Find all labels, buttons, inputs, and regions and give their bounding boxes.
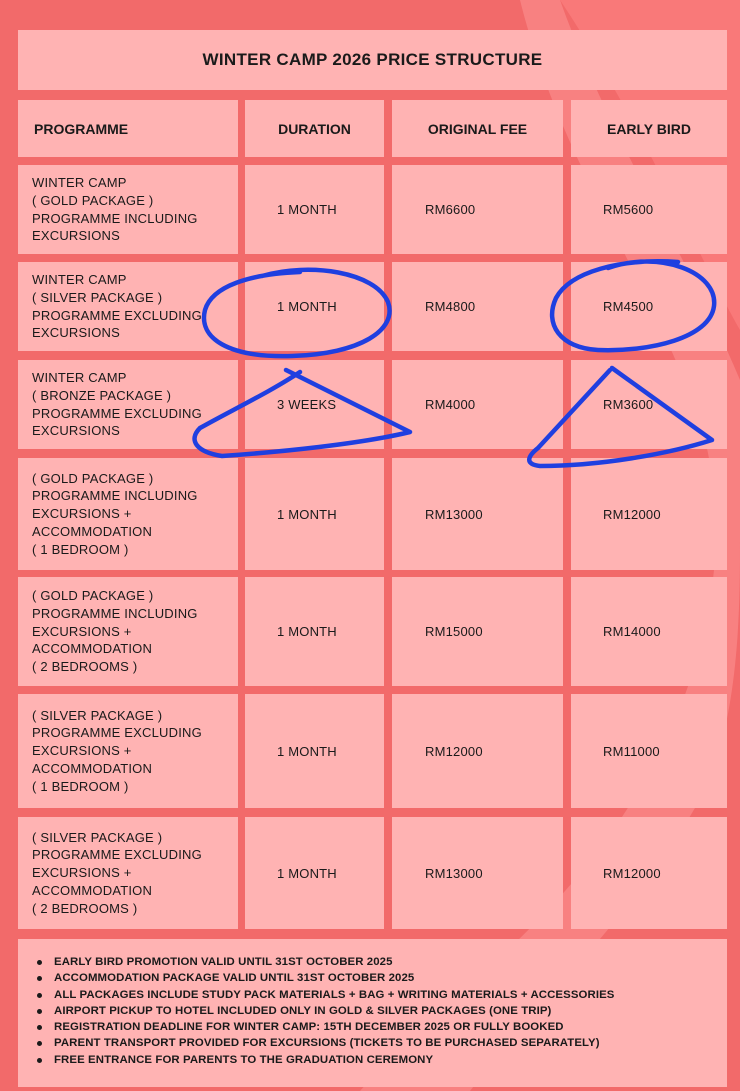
table-cell-original-fee: RM13000	[392, 817, 563, 929]
table-cell-programme	[18, 458, 238, 570]
notes-box	[18, 939, 727, 1087]
header-early-bird: EARLY BIRD	[571, 100, 727, 157]
programme-line: ( GOLD PACKAGE )	[32, 192, 154, 208]
programme-line: ( GOLD PACKAGE )	[32, 588, 154, 604]
table-cell-original-fee: RM4800	[392, 262, 563, 351]
programme-line: EXCURSIONS	[32, 423, 120, 439]
programme-line: ( 2 BEDROOMS )	[32, 900, 138, 916]
table-cell-early-bird: RM12000	[571, 817, 727, 929]
table-cell-duration: 1 MONTH	[245, 817, 384, 929]
programme-line: EXCURSIONS	[32, 228, 120, 244]
table-cell-original-fee: RM12000	[392, 694, 563, 808]
programme-line: EXCURSIONS +	[32, 506, 132, 522]
note-item: ALL PACKAGES INCLUDE STUDY PACK MATERIALS + BAG + WRITING MATERIALS + ACCESSORIES	[54, 987, 727, 1003]
programme-line: WINTER CAMP	[32, 175, 127, 191]
page-title: WINTER CAMP 2026 PRICE STRUCTURE	[18, 30, 727, 90]
programme-line: ( 2 BEDROOMS )	[32, 659, 138, 675]
programme-line: ( SILVER PACKAGE )	[32, 707, 163, 723]
header-original-fee: ORIGINAL FEE	[392, 100, 563, 157]
programme-line: PROGRAMME EXCLUDING	[32, 725, 202, 741]
programme-line: EXCURSIONS	[32, 325, 120, 341]
table-cell-original-fee: RM6600	[392, 165, 563, 254]
programme-line: ( SILVER PACKAGE )	[32, 289, 163, 305]
programme-line: ACCOMMODATION	[32, 882, 153, 898]
table-cell-programme	[18, 694, 238, 808]
programme-line: ACCOMMODATION	[32, 760, 153, 776]
table-cell-early-bird: RM14000	[571, 577, 727, 686]
programme-line: PROGRAMME INCLUDING	[32, 605, 198, 621]
header-programme: PROGRAMME	[18, 100, 238, 157]
table-cell-programme	[18, 817, 238, 929]
table-cell-original-fee: RM15000	[392, 577, 563, 686]
table-cell-original-fee: RM13000	[392, 458, 563, 570]
programme-line: PROGRAMME INCLUDING	[32, 210, 198, 226]
programme-line: WINTER CAMP	[32, 370, 127, 386]
programme-line: ( 1 BEDROOM )	[32, 541, 129, 557]
programme-line: EXCURSIONS +	[32, 623, 132, 639]
notes-list	[54, 954, 727, 1068]
table-cell-programme	[18, 360, 238, 449]
note-item: FREE ENTRANCE FOR PARENTS TO THE GRADUATION CEREMONY	[54, 1052, 727, 1068]
table-cell-early-bird: RM12000	[571, 458, 727, 570]
table-cell-duration: 3 WEEKS	[245, 360, 384, 449]
programme-line: EXCURSIONS +	[32, 743, 132, 759]
programme-line: WINTER CAMP	[32, 272, 127, 288]
table-cell-duration: 1 MONTH	[245, 577, 384, 686]
table-cell-programme	[18, 577, 238, 686]
programme-line: PROGRAMME INCLUDING	[32, 488, 198, 504]
programme-line: ( 1 BEDROOM )	[32, 778, 129, 794]
note-item: REGISTRATION DEADLINE FOR WINTER CAMP: 15TH DECEMBER 2025 OR FULLY BOOKED	[54, 1019, 727, 1035]
programme-line: ( GOLD PACKAGE )	[32, 470, 154, 486]
table-cell-programme	[18, 165, 238, 254]
table-cell-early-bird: RM11000	[571, 694, 727, 808]
table-cell-original-fee: RM4000	[392, 360, 563, 449]
table-cell-duration: 1 MONTH	[245, 694, 384, 808]
note-item: ACCOMMODATION PACKAGE VALID UNTIL 31ST OCTOBER 2025	[54, 970, 727, 986]
table-cell-early-bird: RM4500	[571, 262, 727, 351]
note-item: PARENT TRANSPORT PROVIDED FOR EXCURSIONS (TICKETS TO BE PURCHASED SEPARATELY)	[54, 1035, 727, 1051]
note-item: AIRPORT PICKUP TO HOTEL INCLUDED ONLY IN GOLD & SILVER PACKAGES (ONE TRIP)	[54, 1003, 727, 1019]
programme-line: PROGRAMME EXCLUDING	[32, 307, 202, 323]
programme-line: PROGRAMME EXCLUDING	[32, 847, 202, 863]
programme-line: PROGRAMME EXCLUDING	[32, 405, 202, 421]
table-cell-programme	[18, 262, 238, 351]
table-cell-duration: 1 MONTH	[245, 458, 384, 570]
note-item: EARLY BIRD PROMOTION VALID UNTIL 31ST OCTOBER 2025	[54, 954, 727, 970]
programme-line: ACCOMMODATION	[32, 523, 153, 539]
programme-line: EXCURSIONS +	[32, 865, 132, 881]
table-cell-early-bird: RM3600	[571, 360, 727, 449]
table-cell-early-bird: RM5600	[571, 165, 727, 254]
table-cell-duration: 1 MONTH	[245, 262, 384, 351]
table-cell-duration: 1 MONTH	[245, 165, 384, 254]
header-duration: DURATION	[245, 100, 384, 157]
programme-line: ( SILVER PACKAGE )	[32, 829, 163, 845]
programme-line: ACCOMMODATION	[32, 641, 153, 657]
programme-line: ( BRONZE PACKAGE )	[32, 387, 172, 403]
